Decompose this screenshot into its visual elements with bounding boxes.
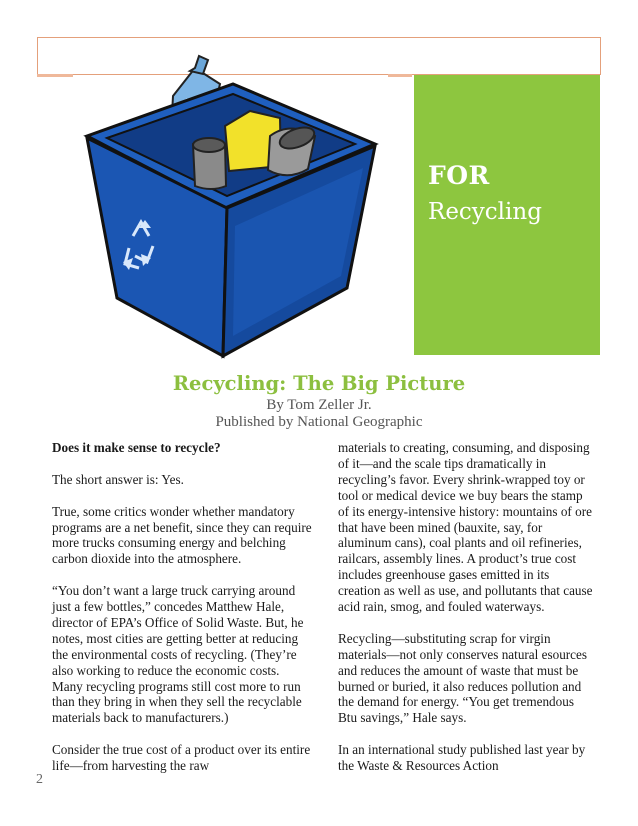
paragraph: The short answer is: Yes. bbox=[52, 471, 184, 487]
recycling-bin-icon bbox=[75, 26, 420, 366]
paragraph: materials to creating, consuming, and disposing of it—and the scale tips dramatically in recycling’s favor. Every shrink-wrapped toy or tool or medical device we buy bears the stamp of its energy-intensive history: mountains of ore that have been mined (bauxite, say, for aluminum cans), coal plants and oil refineries, railcars, assembly lines. A product’s true cost includes greenhouse gases emitted in its creation as well as use, and pollutants that cause acid rain, smog, and fouled waterways. bbox=[338, 440, 593, 615]
article-publisher: Published by National Geographic bbox=[215, 414, 423, 430]
left-column bbox=[52, 440, 312, 790]
article-author: By Tom Zeller Jr. bbox=[266, 397, 372, 413]
banner-panel bbox=[414, 75, 600, 355]
paragraph: “You don’t want a large truck carrying around just a few bottles,” concedes Matthew Hale, director of EPA’s Office of Solid Waste. But, he notes, most cities are getting better at reducing the environmental costs of recycling. (They’re also working to reduce the economic costs. Many recycling programs still cost more to run than they bring in when they sell the recyclable materials back to manufacturers.) bbox=[52, 583, 304, 726]
header-accent-left bbox=[37, 74, 73, 77]
paragraph: Recycling—substituting scrap for virgin materials—not only conserves natural esources and reduces the amount of waste that must be burned or buried, it also reduces pollution and the demand for energy. “You get tremendous Btu savings,” Hale says. bbox=[338, 630, 588, 726]
page-number: 2 bbox=[36, 772, 43, 787]
paragraph: Consider the true cost of a product over its entire life—from harvesting the raw bbox=[52, 742, 311, 774]
banner-sub-label: Recycling bbox=[428, 199, 542, 225]
banner-for-label: FOR bbox=[428, 161, 490, 190]
question-heading: Does it make sense to recycle? bbox=[52, 440, 221, 455]
right-column bbox=[338, 440, 594, 790]
paragraph: In an international study published last year by the Waste & Resources Action bbox=[338, 742, 586, 774]
paragraph: True, some critics wonder whether mandatory programs are a net benefit, since they can require more trucks consuming energy and belching carbon dioxide into the atmosphere. bbox=[52, 503, 312, 567]
article-title: Recycling: The Big Picture bbox=[172, 372, 466, 395]
